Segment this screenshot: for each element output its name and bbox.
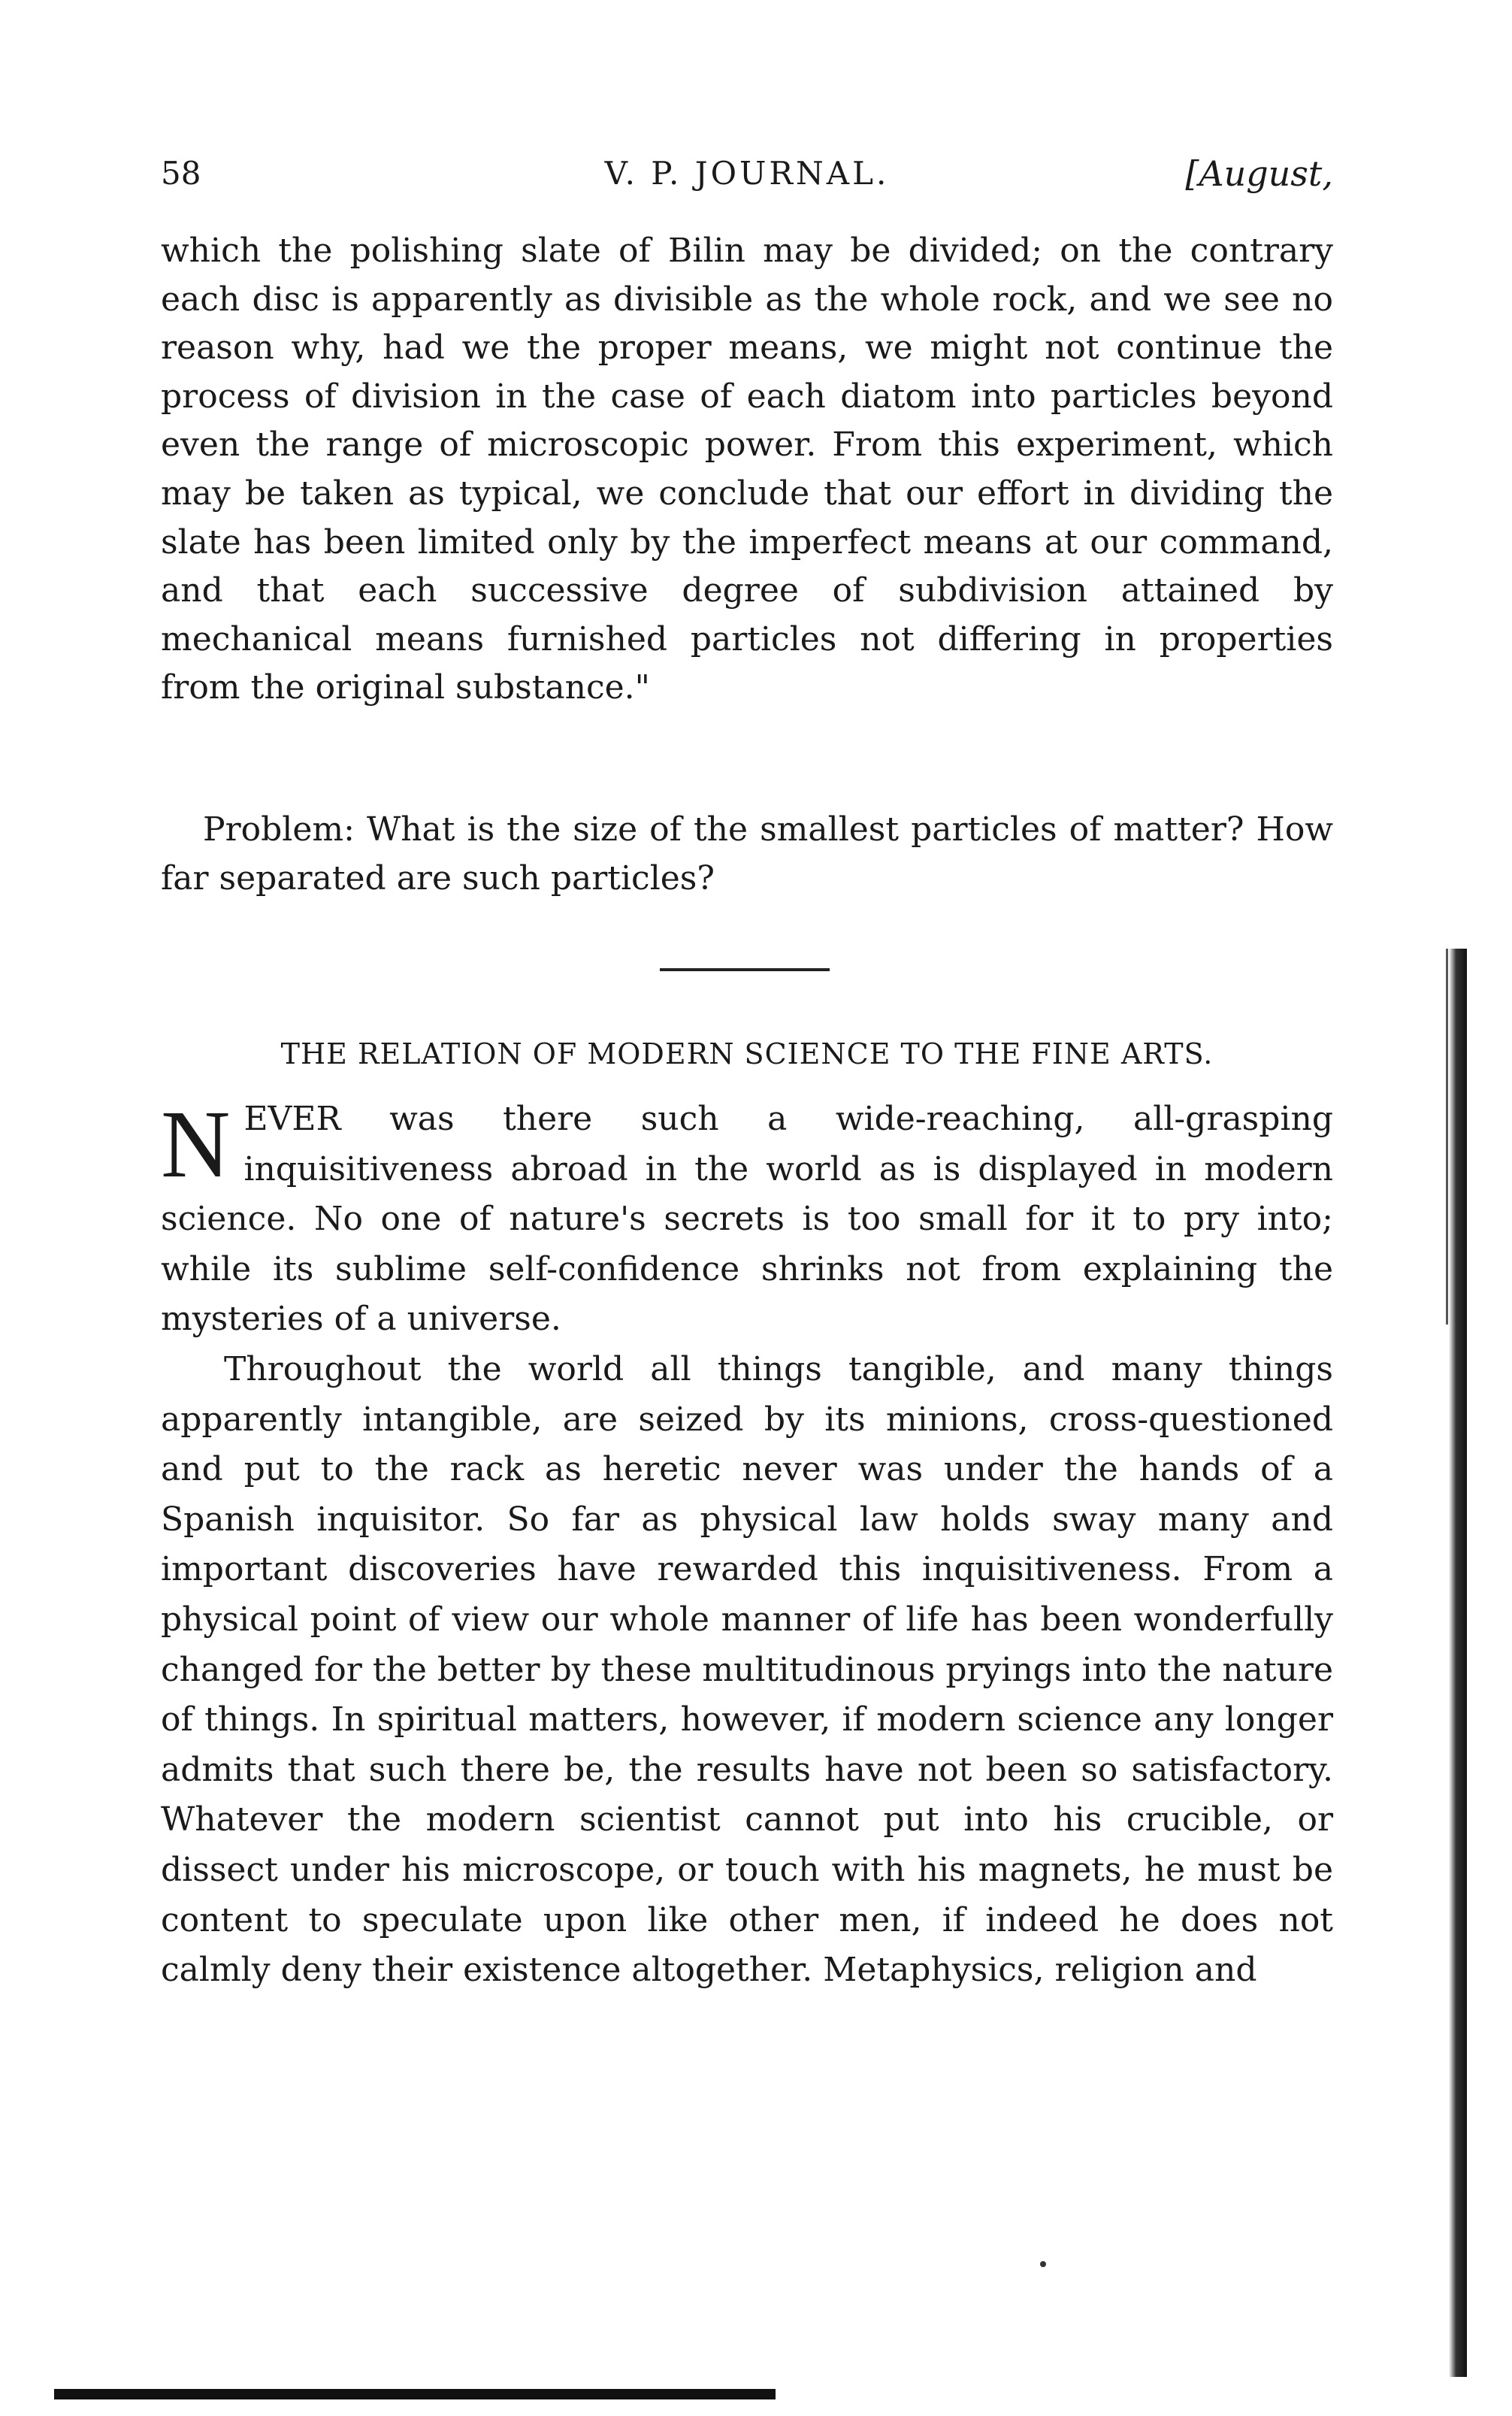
page-number: 58 xyxy=(161,155,201,192)
running-month: [August, xyxy=(1185,153,1333,194)
scan-edge-line xyxy=(1446,949,1448,1325)
running-title: V. P. JOURNAL. xyxy=(604,155,890,192)
ink-speck xyxy=(1040,2261,1046,2267)
continued-paragraph: which the polishing slate of Bilin may be divided; on the contrary each disc is apparently as divisible as the whole rock, and we see no reason why, had we the proper means, we might not continue the process of division in the case of each diatom into particles beyond even the range of microscopic power. From this experiment, which may be taken as typical, we conclude that our effort in dividing the slate has been limited only by the imperfect means at our command, and that each successive degree of subdivision attained by mechanical means furnished particles not differing in properties from the original substance." xyxy=(161,232,1333,707)
drop-cap: N xyxy=(161,1091,231,1197)
scan-bottom-shadow xyxy=(54,2389,776,2399)
problem-paragraph: Problem: What is the size of the smallest particles of matter? How far separated are such particles? xyxy=(161,810,1333,898)
section-divider xyxy=(660,968,830,971)
scan-edge-shadow xyxy=(1449,949,1467,2377)
article-paragraph-2: Throughout the world all things tangible, and many things apparently intangible, are seized by its minions, cross-questioned and put to the rack as heretic never was under the hands of a Spanish inquisitor. So far as physical law holds sway many and important discoveries have rewarded this inquisitiveness. From a physical point of view our whole manner of life has been wonderfully changed for the better by these multitudinous pryings into the nature of things. In spiritual matters, however, if modern science any longer admits that such there be, the results have not been so satisfactory. Whatever the modern scientist cannot put into his crucible, or dissect under his microscope, or touch with his magnets, he must be content to speculate upon like other men, if indeed he does not calmly deny their existence altogether. Metaphysics, religion and xyxy=(161,1349,1333,1990)
page-header xyxy=(161,147,1333,200)
article-title: THE RELATION OF MODERN SCIENCE TO THE FINE ARTS. xyxy=(280,1037,1214,1070)
article-paragraph-1 xyxy=(161,1091,1333,1345)
article-body xyxy=(161,1091,1333,1996)
article-paragraph-1-text: EVER was there such a wide-reaching, all-grasping inquisitiveness abroad in the world as is displayed in modern science. No one of nature's secrets is too small for it to pry into; while its sublime self-confidence shrinks not from explaining the mysteries of a universe. xyxy=(161,1100,1333,1339)
